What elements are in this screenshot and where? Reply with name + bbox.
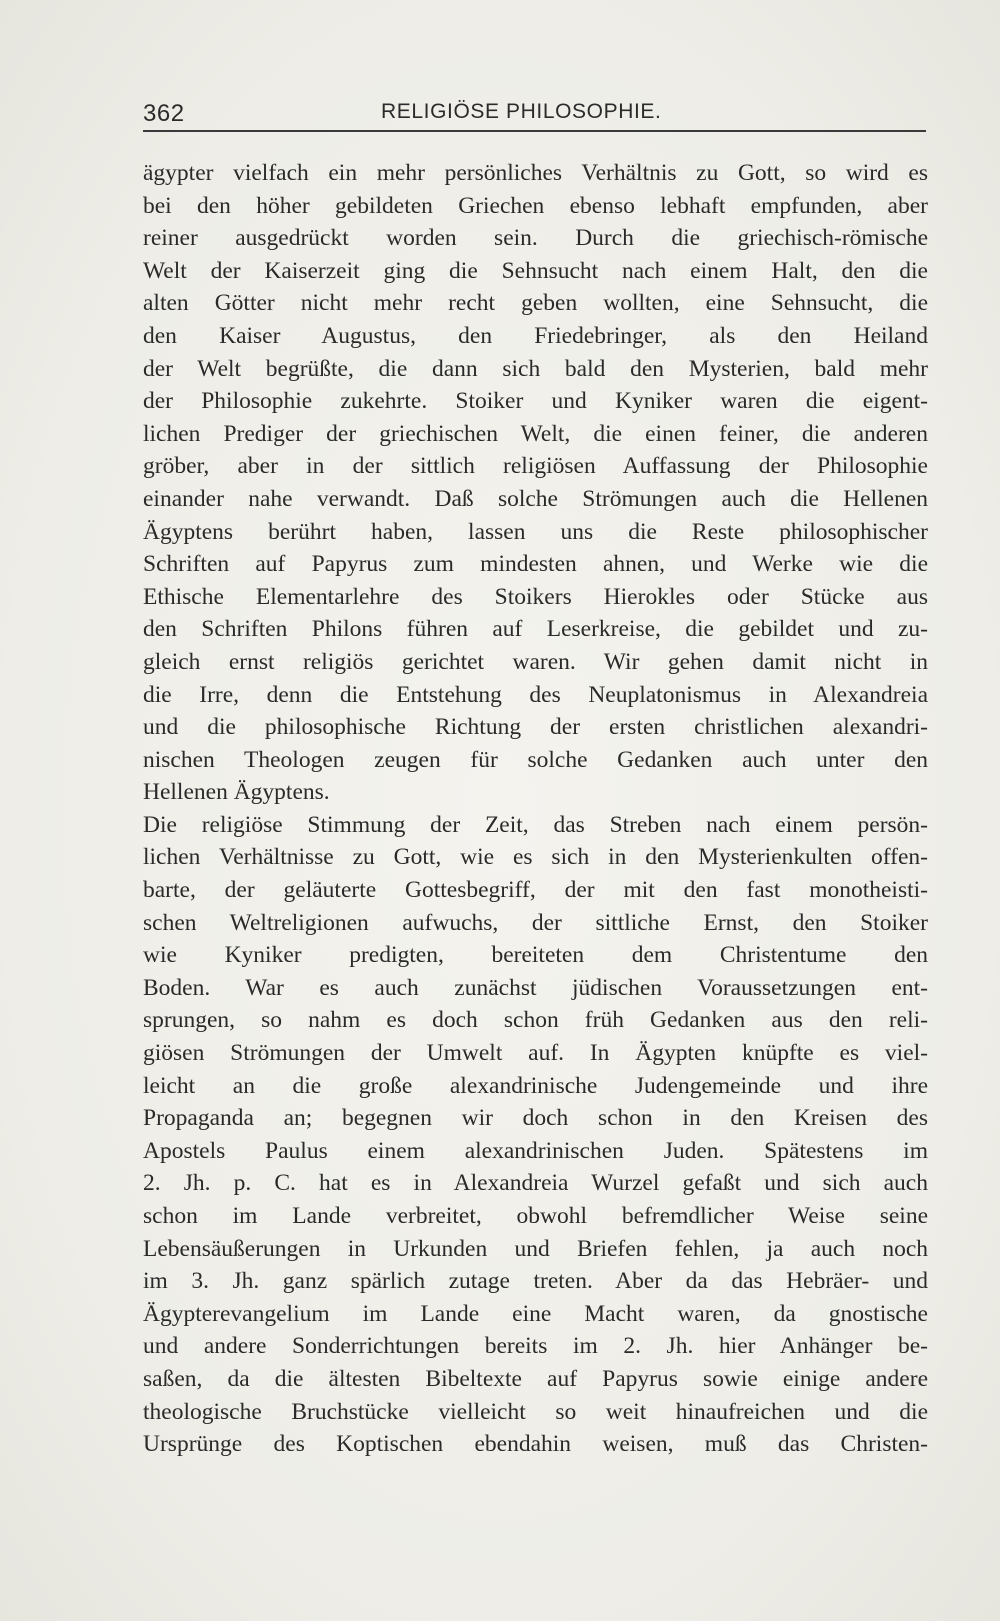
text-line: ägypter vielfach ein mehr persönliches Verhältnis zu Gott, so wird es bbox=[143, 160, 928, 186]
text-line: gleich ernst religiös gerichtet waren. Wir gehen damit nicht in bbox=[143, 648, 928, 675]
text-line: der Philosophie zukehrte. Stoiker und Kyniker waren die eigent- bbox=[143, 388, 928, 415]
text-line: theologische Bruchstücke vielleicht so weit hinaufreichen und die bbox=[143, 1398, 928, 1425]
text-line: wie Kyniker predigten, bereiteten dem Christentume den bbox=[143, 942, 928, 969]
text-line: Schriften auf Papyrus zum mindesten ahnen, und Werke wie die bbox=[143, 551, 928, 578]
text-line: Lebensäußerungen in Urkunden und Briefen fehlen, ja auch noch bbox=[143, 1235, 928, 1262]
text-line: Apostels Paulus einem alexandrinischen Juden. Spätestens im bbox=[143, 1137, 928, 1164]
page-number: 362 bbox=[143, 100, 185, 127]
text-line: Ägyptens berührt haben, lassen uns die Reste philosophischer bbox=[143, 518, 928, 545]
body-text bbox=[143, 157, 928, 1461]
text-line: bei den höher gebildeten Griechen ebenso lebhaft empfunden, aber bbox=[143, 192, 928, 219]
text-line: sprungen, so nahm es doch schon früh Gedanken aus den reli- bbox=[143, 1007, 928, 1034]
text-line: Ursprünge des Koptischen ebendahin weisen, muß das Christen- bbox=[143, 1431, 928, 1458]
text-line: gröber, aber in der sittlich religiösen Auffassung der Philosophie bbox=[143, 453, 928, 480]
text-line: und die philosophische Richtung der ersten christlichen alexandri- bbox=[143, 714, 928, 741]
text-line: den Schriften Philons führen auf Leserkreise, die gebildet und zu- bbox=[143, 616, 928, 643]
running-head bbox=[143, 98, 926, 132]
text-line: schon im Lande verbreitet, obwohl befremdlicher Weise seine bbox=[143, 1203, 928, 1229]
text-line: Propaganda an; begegnen wir doch schon in den Kreisen des bbox=[143, 1105, 928, 1132]
text-line: 2. Jh. p. C. hat es in Alexandreia Wurzel gefaßt und sich auch bbox=[143, 1170, 928, 1197]
text-line: giösen Strömungen der Umwelt auf. In Ägypten knüpfte es viel- bbox=[143, 1040, 928, 1067]
text-line: lichen Prediger der griechischen Welt, die einen feiner, die anderen bbox=[143, 420, 928, 447]
text-line: Die religiöse Stimmung der Zeit, das Streben nach einem persön- bbox=[143, 811, 928, 838]
text-line: barte, der geläuterte Gottesbegriff, der mit den fast monotheisti- bbox=[143, 877, 928, 904]
text-line: schen Weltreligionen aufwuchs, der sittliche Ernst, den Stoiker bbox=[143, 909, 928, 936]
text-line: im 3. Jh. ganz spärlich zutage treten. Aber da das Hebräer- und bbox=[143, 1268, 928, 1295]
text-line: einander nahe verwandt. Daß solche Strömungen auch die Hellenen bbox=[143, 485, 928, 512]
text-line: Boden. War es auch zunächst jüdischen Voraussetzungen ent- bbox=[143, 974, 928, 1001]
text-line: die Irre, denn die Entstehung des Neuplatonismus in Alexandreia bbox=[143, 681, 928, 708]
text-line: Ägypterevangelium im Lande eine Macht waren, da gnostische bbox=[143, 1300, 928, 1327]
text-line: Hellenen Ägyptens. bbox=[143, 779, 330, 806]
text-line: leicht an die große alexandrinische Judengemeinde und ihre bbox=[143, 1072, 928, 1099]
text-line: der Welt begrüßte, die dann sich bald den Mysterien, bald mehr bbox=[143, 355, 928, 382]
text-line: und andere Sonderrichtungen bereits im 2. Jh. hier Anhänger be- bbox=[143, 1333, 928, 1360]
running-title: RELIGIÖSE PHILOSOPHIE. bbox=[381, 100, 662, 123]
text-line: den Kaiser Augustus, den Friedebringer, als den Heiland bbox=[143, 322, 928, 349]
text-line: Ethische Elementarlehre des Stoikers Hierokles oder Stücke aus bbox=[143, 583, 928, 610]
text-line: nischen Theologen zeugen für solche Gedanken auch unter den bbox=[143, 746, 928, 773]
text-line: alten Götter nicht mehr recht geben wollten, eine Sehnsucht, die bbox=[143, 290, 928, 317]
text-line: saßen, da die ältesten Bibeltexte auf Papyrus sowie einige andere bbox=[143, 1365, 928, 1392]
header-rule bbox=[143, 130, 926, 132]
text-line: lichen Verhältnisse zu Gott, wie es sich in den Mysterienkulten offen- bbox=[143, 844, 928, 871]
text-line: reiner ausgedrückt worden sein. Durch die griechisch-römische bbox=[143, 225, 928, 252]
text-line: Welt der Kaiserzeit ging die Sehnsucht nach einem Halt, den die bbox=[143, 257, 928, 284]
